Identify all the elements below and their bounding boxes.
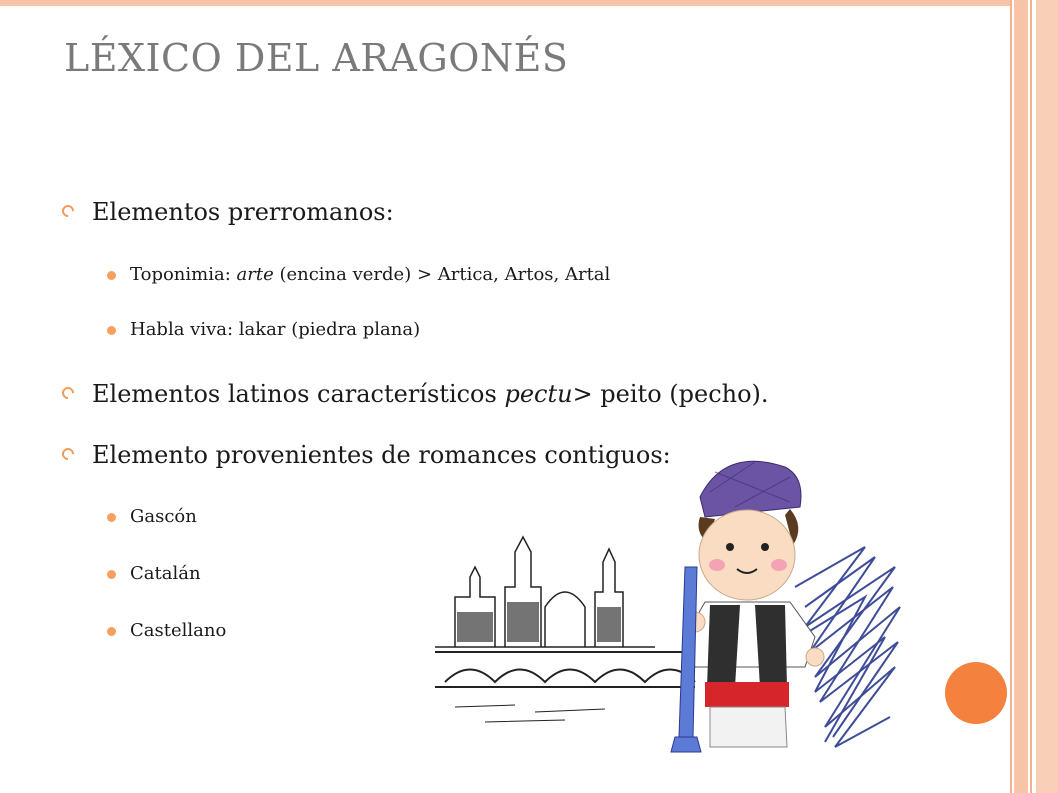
slide-title: LÉXICO DEL ARAGONÉS <box>64 36 569 80</box>
bullet-text: Elemento provenientes de romances contiguos: <box>92 441 671 469</box>
bullet-icon <box>60 385 77 402</box>
bullet-text: Elementos prerromanos: <box>92 198 394 226</box>
top-border <box>0 0 1012 6</box>
bullet-text: Castellano <box>130 620 227 641</box>
bullet-icon <box>60 203 77 220</box>
bullet-dot-icon <box>107 513 116 522</box>
river-strokes <box>455 705 605 722</box>
bullet-text: Habla viva: lakar (piedra plana) <box>130 319 421 340</box>
bullet-text: Elementos latinos característicos pectu> peito (pecho). <box>92 380 769 408</box>
bullet-text: Toponimia: arte (encina verde) > Artica, Artos, Artal <box>130 264 611 285</box>
bullet-dot-icon <box>107 627 116 636</box>
bullet-icon <box>60 446 77 463</box>
bridge <box>435 652 695 687</box>
decorative-orange-circle <box>945 662 1007 724</box>
bullet-dot-icon <box>107 326 116 335</box>
illustration-aragonese-boy <box>395 437 910 767</box>
bullet-text: Catalán <box>130 563 201 584</box>
bullet-dot-icon <box>107 570 116 579</box>
decorative-stripes <box>1010 0 1058 793</box>
boy-character <box>671 461 824 752</box>
bullet-dot-icon <box>107 271 116 280</box>
bullet-text: Gascón <box>130 506 197 527</box>
basilica-shading <box>457 602 621 642</box>
